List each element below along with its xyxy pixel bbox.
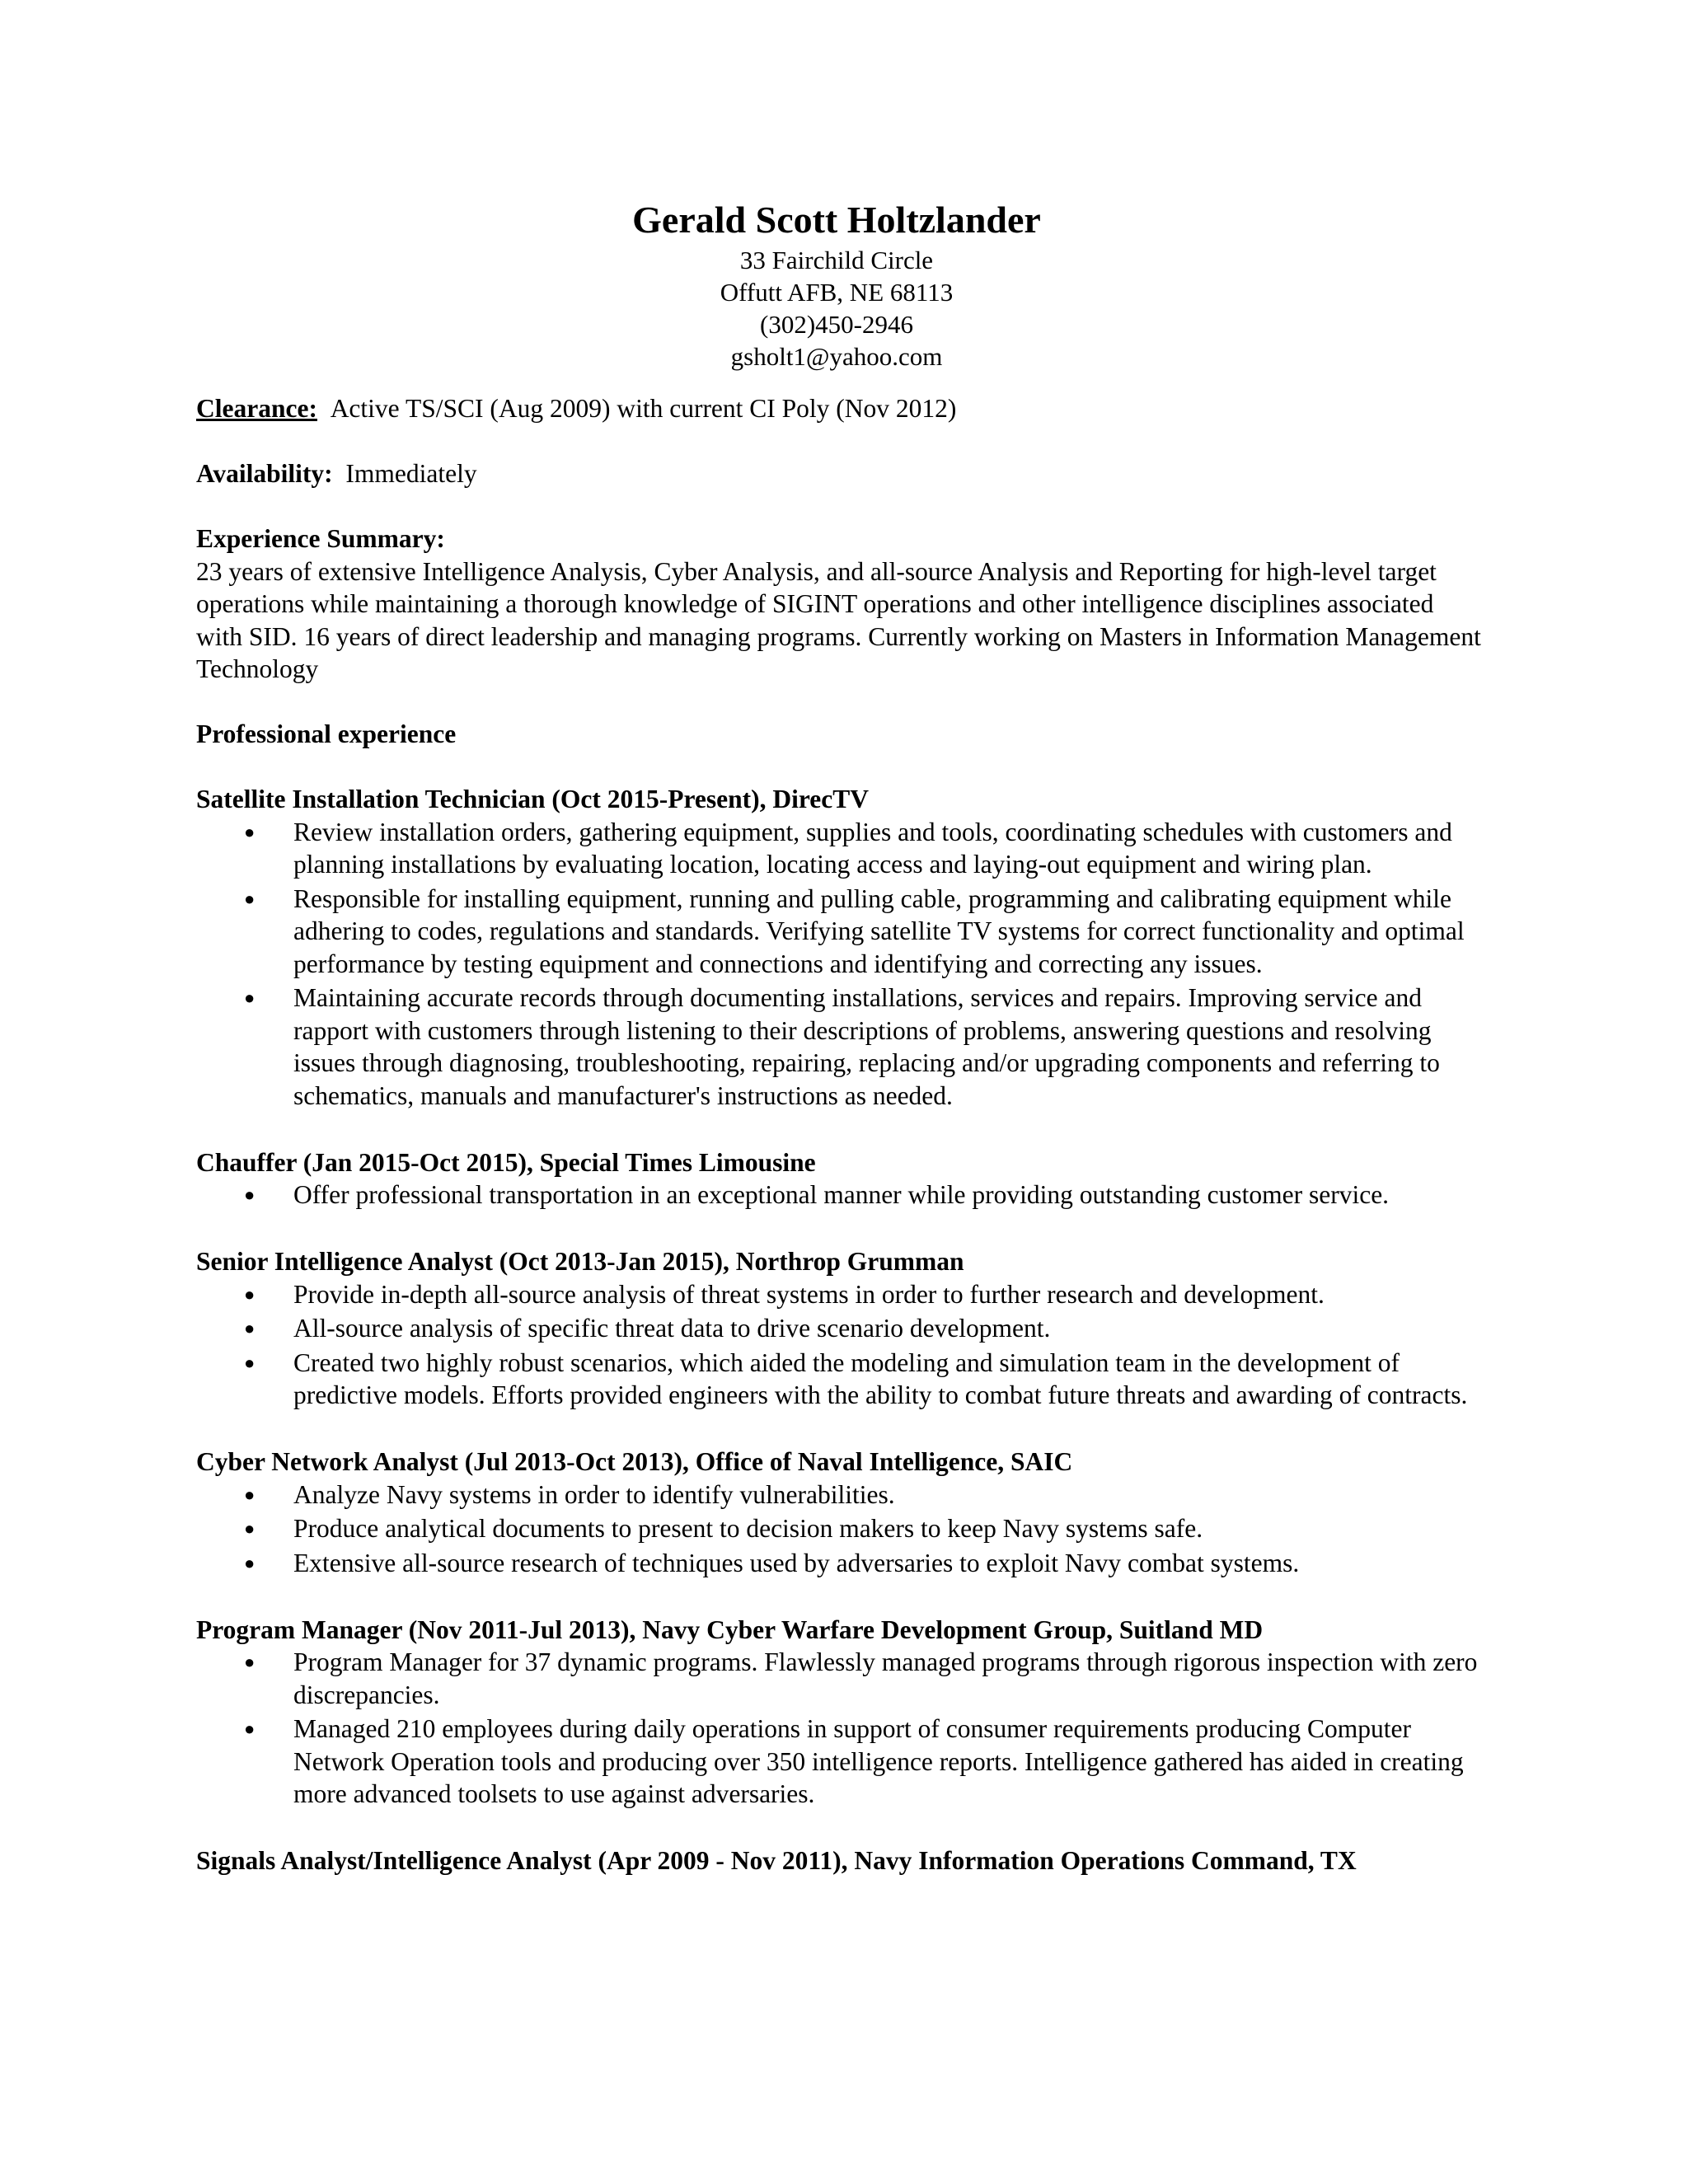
job-section <box>196 783 1482 1146</box>
job-bullet-text: Responsible for installing equipment, running and pulling cable, programming and calibrating equipment while adhering to codes, regulations and standards. Verifying satellite TV systems for correct functionality and optimal performance by testing equipment and connections and identifying and correcting any issues. <box>293 883 1465 978</box>
bullet-icon: ● <box>244 1718 256 1739</box>
experience-heading: Professional experience <box>196 719 457 748</box>
job-bullet-list <box>196 1646 1482 1811</box>
job-bullet-item <box>196 816 1482 881</box>
job-bullet-item <box>196 1512 1482 1545</box>
job-title: Program Manager (Nov 2011-Jul 2013), Navy Cyber Warfare Development Group, Suitland MD <box>196 1615 1264 1644</box>
summary-text: 23 years of extensive Intelligence Analysis, Cyber Analysis, and all-source Analysis and Reporting for high-level target operations while maintaining a thorough knowledge of SIGINT operations and other intelligence disciplines associated with SID. 16 years of direct leadership and managing programs. Currently working on Masters in Information Management Technology <box>196 556 1481 683</box>
job-title: Chauffer (Jan 2015-Oct 2015), Special Times Limousine <box>196 1147 816 1177</box>
job-bullet-list <box>196 1179 1482 1212</box>
clearance-label: Clearance: <box>196 394 317 423</box>
availability-row <box>196 457 1482 490</box>
availability-label: Availability: <box>196 459 333 488</box>
job-bullet-list <box>196 1278 1482 1412</box>
job-bullet-text: Provide in-depth all-source analysis of threat systems in order to further research and development. <box>293 1279 1325 1309</box>
job-bullet-text: Analyze Navy systems in order to identify vulnerabilities. <box>293 1479 895 1509</box>
job-bullet-item <box>196 1713 1482 1811</box>
job-bullet-text: Program Manager for 37 dynamic programs. Flawlessly managed programs through rigorous inspection with zero discrepancies. <box>293 1647 1478 1709</box>
applicant-name: Gerald Scott Holtzlander <box>632 199 1041 241</box>
address-line-1: 33 Fairchild Circle <box>739 246 934 274</box>
email-address: gsholt1@yahoo.com <box>730 342 943 371</box>
job-title: Satellite Installation Technician (Oct 2015-Present), DirecTV <box>196 785 870 813</box>
bullet-icon: ● <box>244 1518 256 1539</box>
job-bullet-text: Extensive all-source research of techniques used by adversaries to exploit Navy combat systems. <box>293 1548 1300 1577</box>
bullet-icon: ● <box>244 987 256 1008</box>
job-bullet-text: Offer professional transportation in an exceptional manner while providing outstanding customer service. <box>293 1180 1390 1209</box>
job-bullet-list <box>196 816 1482 1113</box>
job-bullet-text: Review installation orders, gathering equipment, supplies and tools, coordinating schedules with customers and planning installations by evaluating location, locating access and laying-out equipment and wiring plan. <box>293 817 1452 879</box>
job-bullet-item <box>196 1646 1482 1711</box>
job-bullet-list <box>196 1479 1482 1580</box>
job-bullet-text: All-source analysis of specific threat data to drive scenario development. <box>293 1314 1051 1343</box>
bullet-icon: ● <box>244 1652 256 1672</box>
job-section <box>196 1844 1482 1877</box>
bullet-icon: ● <box>244 821 256 842</box>
job-section <box>196 1614 1482 1845</box>
job-title: Signals Analyst/Intelligence Analyst (Apr 2009 - Nov 2011), Navy Information Operations Command, TX <box>196 1846 1357 1875</box>
job-bullet-item <box>196 1312 1482 1345</box>
resume-header <box>0 196 1673 373</box>
summary-heading: Experience Summary: <box>196 524 445 553</box>
job-bullet-item <box>196 1547 1482 1580</box>
bullet-icon: ● <box>244 1318 256 1338</box>
phone-number: (302)450-2946 <box>760 310 913 339</box>
job-bullet-item <box>196 1347 1482 1412</box>
bullet-icon: ● <box>244 1552 256 1573</box>
address-line-2: Offutt AFB, NE 68113 <box>720 278 954 307</box>
bullet-icon: ● <box>244 1184 256 1205</box>
job-bullet-item <box>196 1278 1482 1311</box>
job-bullet-text: Produce analytical documents to present to decision makers to keep Navy systems safe. <box>293 1514 1203 1543</box>
job-bullet-text: Maintaining accurate records through documenting installations, services and repairs. Improving service and rapport with customers through listening to their descriptions of problems, answering questions and resolving issues through diagnosing, troubleshooting, repairing, replacing and/or upgrading components and referring to schematics, manuals and manufacturer's instructions as needed. <box>293 983 1440 1110</box>
availability-value: Immediately <box>345 459 477 488</box>
job-title: Senior Intelligence Analyst (Oct 2013-Jan 2015), Northrop Grumman <box>196 1247 964 1276</box>
job-bullet-item <box>196 883 1482 981</box>
bullet-icon: ● <box>244 1483 256 1505</box>
job-list <box>196 783 1482 1877</box>
job-bullet-text: Created two highly robust scenarios, which aided the modeling and simulation team in the development of predictive models. Efforts provided engineers with the ability to combat future threats and awarding of contracts. <box>293 1347 1468 1409</box>
job-bullet-text: Managed 210 employees during daily operations in support of consumer requirements producing Computer Network Operation tools and producing over 350 intelligence reports. Intelligence gathered has aided in creating more advanced toolsets to use against adversaries. <box>293 1714 1464 1808</box>
job-section <box>196 1146 1482 1246</box>
job-section <box>196 1245 1482 1446</box>
clearance-row <box>196 392 1482 425</box>
bullet-icon: ● <box>244 1352 256 1373</box>
bullet-icon: ● <box>244 888 256 909</box>
clearance-value: Active TS/SCI (Aug 2009) with current CI Poly (Nov 2012) <box>330 394 957 423</box>
job-title: Cyber Network Analyst (Jul 2013-Oct 2013), Office of Naval Intelligence, SAIC <box>196 1447 1073 1476</box>
job-section <box>196 1446 1482 1614</box>
job-bullet-item <box>196 1179 1482 1212</box>
job-bullet-item <box>196 982 1482 1112</box>
job-bullet-item <box>196 1479 1482 1511</box>
resume-body <box>196 392 1482 1877</box>
bullet-icon: ● <box>244 1283 256 1305</box>
